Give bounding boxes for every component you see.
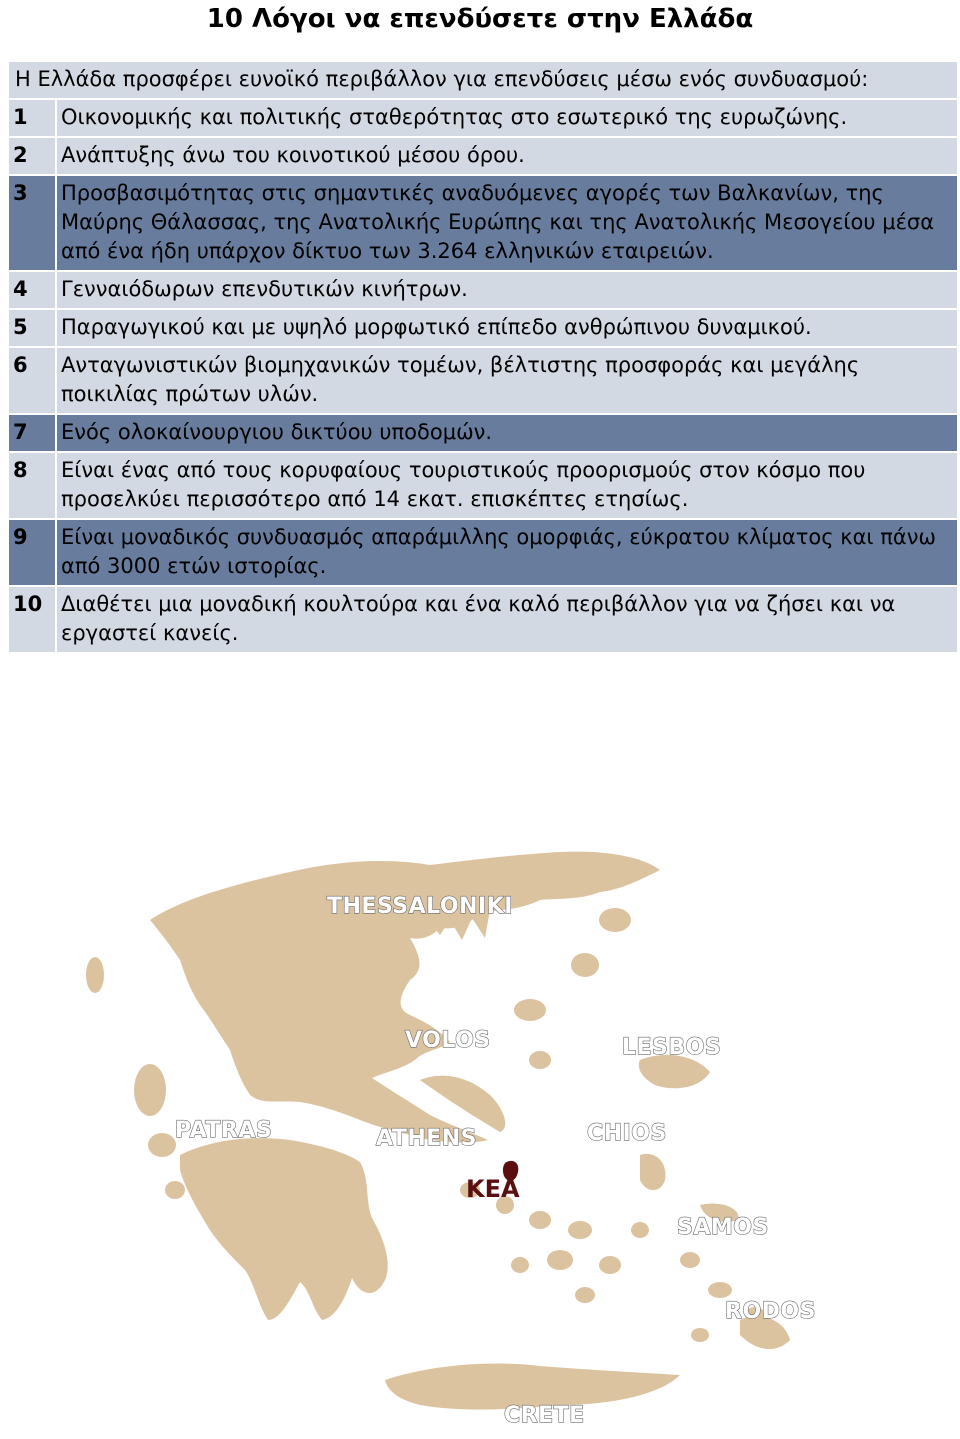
island	[134, 1064, 166, 1116]
table-row	[8, 175, 958, 271]
reason-text: Οικονομικής και πολιτικής σταθερότητας στο εσωτερικό της ευρωζώνης.	[56, 99, 958, 137]
reason-number: 5	[8, 309, 56, 347]
label-kea: KEA	[466, 1175, 520, 1203]
reason-text: Είναι μοναδικός συνδυασμός απαράμιλλης ομορφιάς, εύκρατου κλίματος και πάνω από 3000 ετών ιστορίας.	[56, 519, 958, 586]
table-row	[8, 519, 958, 586]
reason-text: Παραγωγικού και με υψηλό μορφωτικό επίπεδο ανθρώπινου δυναμικού.	[56, 309, 958, 347]
island	[575, 1287, 595, 1303]
reason-number: 6	[8, 347, 56, 414]
island	[599, 1256, 621, 1274]
greece-map-svg	[0, 760, 960, 1439]
island	[568, 1221, 592, 1239]
reason-number: 3	[8, 175, 56, 271]
reasons-table	[7, 60, 959, 654]
label-patras: PATRAS	[175, 1118, 273, 1143]
island	[514, 999, 546, 1021]
table-row	[8, 347, 958, 414]
label-volos: VOLOS	[405, 1028, 491, 1053]
island	[571, 953, 599, 977]
island	[529, 1211, 551, 1229]
label-rodos: RODOS	[725, 1299, 816, 1324]
reason-text: Ανταγωνιστικών βιομηχανικών τομέων, βέλτιστης προσφοράς και μεγάλης ποικιλίας πρώτων υλών.	[56, 347, 958, 414]
label-crete: CRETE	[504, 1403, 585, 1428]
table-row	[8, 309, 958, 347]
greece-map	[0, 760, 960, 1439]
reason-text: Ανάπτυξης άνω του κοινοτικού μέσου όρου.	[56, 137, 958, 175]
table-row	[8, 414, 958, 452]
intro-text: Η Ελλάδα προσφέρει ευνοϊκό περιβάλλον για επενδύσεις μέσω ενός συνδυασμού:	[8, 61, 958, 99]
label-chios: CHIOS	[587, 1121, 667, 1146]
island	[86, 957, 104, 993]
island	[599, 908, 631, 932]
table-row	[8, 99, 958, 137]
label-athens: ATHENS	[376, 1126, 478, 1151]
reason-text: Προσβασιμότητας στις σημαντικές αναδυόμενες αγορές των Βαλκανίων, της Μαύρης Θάλασσας, της Ανατολικής Ευρώπης και της Ανατολικής Μεσογείου μέσα από ένα ήδη υπάρχον δίκτυο των 3.264 ελληνικών εταιρειών.	[56, 175, 958, 271]
peloponnese	[180, 1138, 388, 1320]
island	[165, 1181, 185, 1199]
island	[547, 1250, 573, 1270]
page-title: 10 Λόγοι να επενδύσετε στην Ελλάδα	[206, 4, 754, 34]
label-lesbos: LESBOS	[622, 1035, 722, 1060]
island	[691, 1328, 709, 1342]
island	[148, 1133, 176, 1157]
island	[529, 1051, 551, 1069]
reason-number: 9	[8, 519, 56, 586]
table-row	[8, 137, 958, 175]
island	[631, 1222, 649, 1238]
reason-text: Γενναιόδωρων επενδυτικών κινήτρων.	[56, 271, 958, 309]
label-thessaloniki: THESSALONIKI	[327, 894, 513, 919]
reason-text: Είναι ένας από τους κορυφαίους τουριστικούς προορισμούς στον κόσμο που προσελκύει περισσότερο από 14 εκατ. επισκέπτες ετησίως.	[56, 452, 958, 519]
table-row	[8, 271, 958, 309]
island-chios	[640, 1154, 665, 1190]
island	[680, 1252, 700, 1268]
table-row	[8, 452, 958, 519]
reason-number: 4	[8, 271, 56, 309]
island	[708, 1282, 732, 1298]
table-row	[8, 586, 958, 653]
island	[511, 1257, 529, 1273]
label-samos: SAMOS	[677, 1215, 769, 1240]
reason-number: 10	[8, 586, 56, 653]
reason-number: 7	[8, 414, 56, 452]
reason-number: 1	[8, 99, 56, 137]
intro-row	[8, 61, 958, 99]
reason-text: Ενός ολοκαίνουργιου δικτύου υποδομών.	[56, 414, 958, 452]
reason-text: Διαθέτει μια μοναδική κουλτούρα και ένα καλό περιβάλλον για να ζήσει και να εργαστεί κανείς.	[56, 586, 958, 653]
reason-number: 8	[8, 452, 56, 519]
reason-number: 2	[8, 137, 56, 175]
